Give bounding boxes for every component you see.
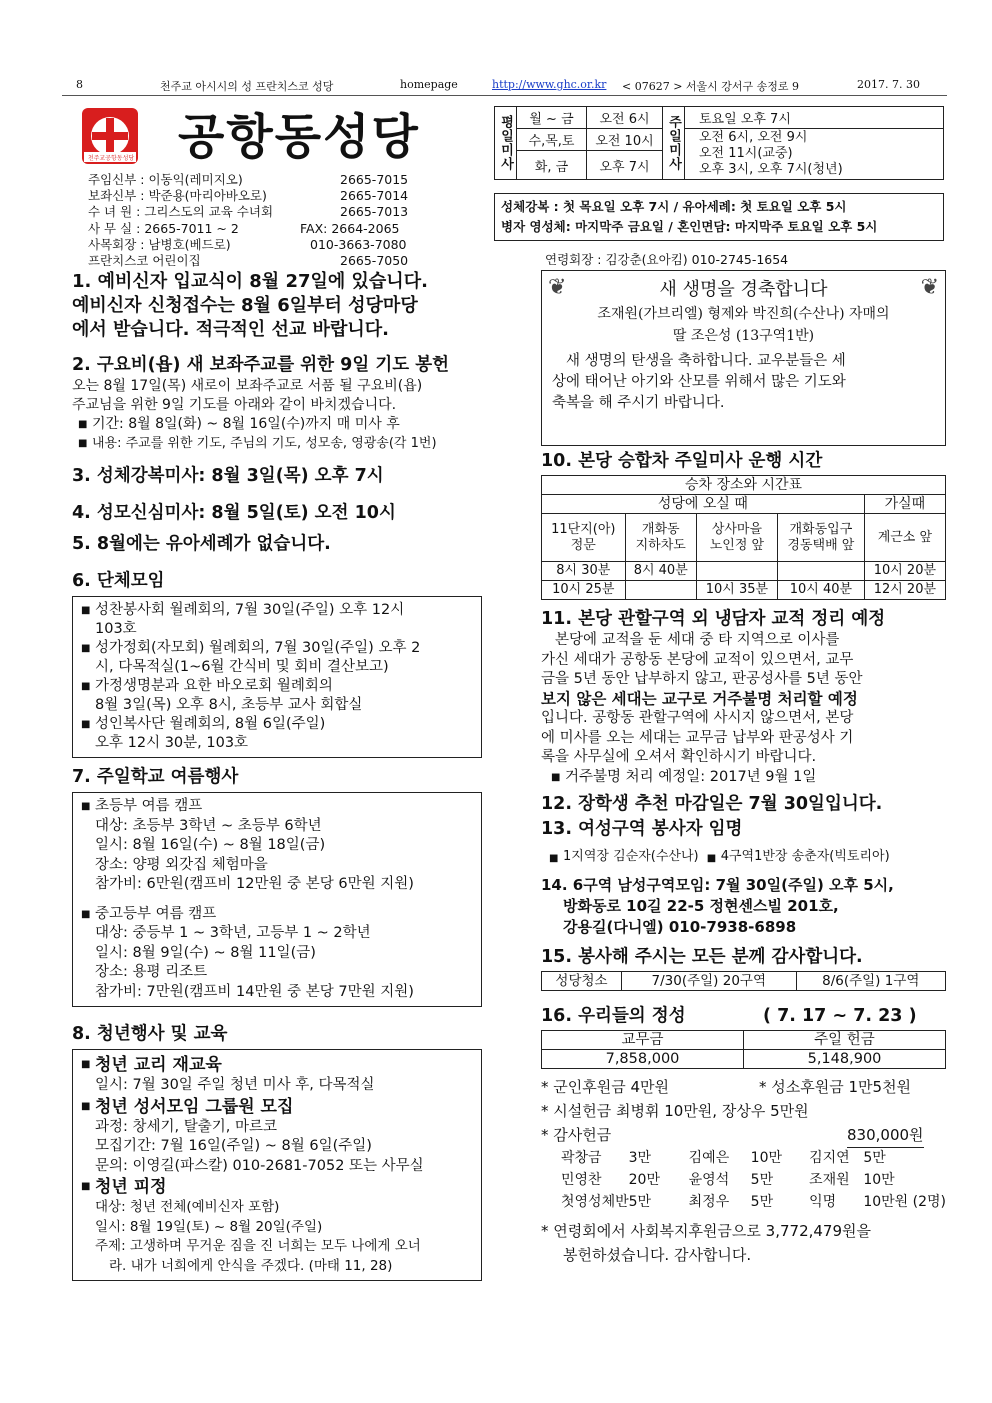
right-column xyxy=(541,270,946,1267)
donations: * 군인후원금 4만원 * 성소후원금 1만5천원 * 시설헌금 최병휘 10만원, 장상우 5만원 * 감사헌금 830,000원 곽창금 3만 김예은 10만 김지연 5만 민영찬 20만 윤영석 5만 조재원 10만 첫영성체반 5만 최정우 5만 익명 10만원 (2명) * 연령회에서 사회복지후원금으로 3,772,479원을 봉헌하셨습니다. 감사합니다. xyxy=(541,1078,946,1264)
homepage-label: homepage xyxy=(400,78,458,91)
church-logo xyxy=(82,108,162,166)
staff-list xyxy=(88,172,488,269)
event-title: ■ 청년 성서모임 그룹원 모집 xyxy=(81,1096,473,1118)
address: < 07627 > 서울시 강서구 송정로 9 xyxy=(622,80,800,93)
section-5-title: 5. 8월에는 유아세례가 없습니다. xyxy=(72,534,331,554)
youth-events-box: ■ 청년 교리 재교육 일시: 7월 30일 주일 청년 미사 후, 다목적실 ■ 청년 성서모임 그룹원 모집 과정: 창세기, 탈출기, 마르코 모집기간: 7월 16일(주일) ~ 8월 6일(주일) 문의: 이영길(파스칼) 010-2681-7052 또는 사무실 ■ 청년 피정 대상: 청년 전체(예비신자 포함) 일시: 8월 19일(토) ~ 8월 20일(주일) 주제: 고생하며 무거운 짐을 진 너희는 모두 나에게 오너 라. 내가 너희에게 안식을 주겠다. (마태 11, 28) xyxy=(72,1049,482,1281)
table-row: 10시 25분 10시 35분 10시 40분 12시 20분 xyxy=(542,581,946,600)
section-1-title: 1. 예비신자 입교식이 8월 27일에 있습니다. xyxy=(72,271,428,292)
table-row: 첫영성체반 5만 최정우 5만 익명 10만원 (2명) xyxy=(561,1194,946,1210)
list-item: ■ 가정생명분과 요한 바오로회 월례회의 8월 3일(목) 오후 8시, 초등부 교사 회합실 xyxy=(81,677,473,715)
section-13-title: 13. 여성구역 봉사자 임명 xyxy=(541,819,743,839)
staff-row: 사 무 실 : 2665-7011 ~ 2 FAX: 2664-2065 xyxy=(88,220,400,236)
section-4-title: 4. 성모신심미사: 8월 5일(토) 오전 10시 xyxy=(72,503,396,523)
staff-row: 사목회장 : 남병호(베드로) 010-3663-7080 xyxy=(88,236,407,252)
thanks-total: 830,000원 xyxy=(847,1123,924,1148)
summer-camp-box: ■ 초등부 여름 캠프 대상: 초등부 3학년 ~ 초등부 6학년 일시: 8월 16일(수) ~ 8월 18일(금) 장소: 양평 외갓집 체험마을 참가비: 6만원(캠프비 12만원 중 본당 6만원 지원) ■ 중고등부 여름 캠프 대상: 중등부 1 ~ 3학년, 고등부 1 ~ 2학년 일시: 8월 9일(수) ~ 8월 11일(금) 장소: 용평 리조트 참가비: 7만원(캠프비 14만원 중 본당 7만원 지원) xyxy=(72,792,482,1007)
list-item: ■ 성인복사단 월례회의, 8월 6일(주일) 오후 12시 30분, 103호 xyxy=(81,715,473,753)
issue-date: 2017. 7. 30 xyxy=(857,78,920,91)
table-row: 7,858,000 5,148,900 xyxy=(542,1050,946,1069)
page-header xyxy=(62,78,947,96)
sunday-label: 주일미사 xyxy=(663,107,685,180)
staff-row: 보좌신부 : 박준용(마리아바오로) 2665-7014 xyxy=(88,188,409,204)
flourish-icon: ❦ xyxy=(548,275,567,300)
list-item: ■ 기간: 8월 8일(화) ~ 8월 16일(수)까지 매 미사 후 xyxy=(78,415,482,434)
funeral-contact: 연령회장 : 김강춘(요아킴) 010-2745-1654 xyxy=(545,252,789,267)
table-row: 8시 30분 8시 40분 10시 20분 xyxy=(542,562,946,581)
offering-table: 교무금 주일 헌금 7,858,000 5,148,900 xyxy=(541,1030,946,1069)
appointments xyxy=(541,847,946,867)
table-header: 상사마을 노인정 앞 xyxy=(696,514,777,562)
section-10-title: 10. 본당 승합차 주일미사 운행 시간 xyxy=(541,451,823,471)
group-meetings-box xyxy=(72,596,482,758)
flourish-icon: ❦ xyxy=(920,275,939,300)
list-item: ■ 거주불명 처리 예정일: 2017년 9월 1일 xyxy=(551,768,946,788)
table-header: 개화동 지하차도 xyxy=(625,514,696,562)
homepage-link[interactable]: http://www.ghc.or.kr xyxy=(492,78,607,91)
new-life-announcement: ❦ ❦ 새 생명을 경축합니다 조재원(가브리엘) 형제와 박진희(수산나) 자매의 딸 조은성 (13구역1반) 새 생명의 탄생을 축하합니다. 교우분들은 세 상에 태어난 아기와 산모를 위해서 많은 기도와 축복을 해 주시기 바랍니다. xyxy=(541,270,946,446)
church-name: 천주교 아시시의 성 프란치스코 성당 xyxy=(160,80,334,93)
logo-caption: 천주교공항동성당 xyxy=(87,155,135,162)
list-item: ■ 성가정회(자모회) 월례회의, 7월 30일(주일) 오후 2 시, 다목적실(1~6월 간식비 및 회비 결산보고) xyxy=(81,639,473,677)
section-16-title: 16. 우리들의 정성 ( 7. 17 ~ 7. 23 ) xyxy=(541,1006,917,1026)
section-11-body: 본당에 교적을 둔 세대 중 타 지역으로 이사를 가신 세대가 공항동 본당에 교적이 있으면서, 교무 금을 5년 동안 납부하지 않고, 판공성사를 5년 동안 보지 않은 세대는 교구로 거주불명 처리할 예정 입니다. 공항동 관할구역에 사시지 않으면서, 본당 에 미사를 오는 세대는 교무금 납부와 판공성사 기 록을 사무실에 오셔서 확인하시기 바랍니다. ■ 거주불명 처리 예정일: 2017년 9월 1일 xyxy=(541,631,946,787)
section-11-title: 11. 본당 관할구역 외 냉담자 교적 정리 예정 xyxy=(541,609,886,629)
staff-row: 수 녀 원 : 그리스도의 교육 수녀회 2665-7013 xyxy=(88,204,409,220)
staff-row: 주임신부 : 이동익(레미지오) 2665-7015 xyxy=(88,172,409,187)
list-item: ■ 1지역장 김순자(수산나) xyxy=(549,849,699,864)
offering-period: ( 7. 17 ~ 7. 23 ) xyxy=(763,1006,917,1026)
sacrament-notice: 성체강복 : 첫 목요일 오후 7시 / 유아세례: 첫 토요일 오후 5시 병자 영성체: 마지막주 금요일 / 혼인면담: 마지막주 토요일 오후 5시 xyxy=(494,193,944,241)
section-14: 14. 6구역 남성구역모임: 7월 30일(주일) 오후 5시, 방화동로 10길 22-5 정현센스빌 201호, 강용길(다니엘) 010-7938-6898 xyxy=(541,876,894,936)
section-2-title: 2. 구요비(욥) 새 보좌주교를 위한 9일 기도 봉헌 xyxy=(72,355,450,375)
staff-row: 프란치스코 어린이집 2665-7050 xyxy=(88,252,409,268)
table-row: 성당청소 7/30(주일) 20구역 8/6(주일) 1구역 xyxy=(542,972,946,991)
church-title: 공항동성당 xyxy=(178,109,420,165)
section-7-title: 7. 주일학교 여름행사 xyxy=(72,767,239,787)
table-header: 개화동입구 경동택배 앞 xyxy=(778,514,865,562)
table-row: 곽창금 3만 김예은 10만 김지연 5만 xyxy=(561,1150,886,1166)
table-row: 민영찬 20만 윤영석 5만 조재원 10만 xyxy=(561,1172,895,1188)
event-title: ■ 청년 교리 재교육 xyxy=(81,1054,473,1076)
shuttle-timetable: 승차 장소와 시간표 성당에 오실 때 가실때 11단지(아) 정문 개화동 지하차도 상사마을 노인정 앞 개화동입구 경동택배 앞 계근소 앞 8시 30분 8시 40분 10시 20분 10시 25분 10시 35분 10시 40분 12시 20분 xyxy=(541,475,946,600)
section-6-title: 6. 단체모임 xyxy=(72,571,165,591)
left-column: 1. 예비신자 입교식이 8월 27일에 있습니다. 예비신자 신청접수는 8월 6일부터 성당마당 에서 받습니다. 적극적인 선교 바랍니다. 2. 구요비(욥) 새 보좌주교를 위한 9일 기도 봉헌 오는 8월 17일(목) 새로이 보좌주교로 서품 될 구요비(욥) 주교님을 위한 9일 기도를 아래와 같이 바치겠습니다. ■ 기간: 8월 8일(화) ~ 8월 16일(수)까지 매 미사 후 ■ 내용: 주교를 위한 기도, 주님의 기도, 성모송, 영광송(각 1번) 3. 성체강복미사: 8월 3일(목) 오후 7시 4. 성모신심미사: 8월 5일(토) 오전 10시 5. 8월에는 유아세례가 없습니다. 6. 단체모임 ■ 성찬봉사회 월례회의, 7월 30일(주일) 오후 12시 103호 ■ 성가정회(자모회) 월례회의, 7월 30일(주일) 오후 2 시, 다목적실(1~6월 간식비 및 회비 결산보고) ■ 가정생명분과 요한 바오로회 월례회의 8월 3일(목) 오후 8시, 초등부 교사 회합실 ■ 성인복사단 월례회의, 8월 6일(주일) 오후 12시 30분, 103호 7. 주일학교 여름행사 ■ 초등부 여름 캠프 대상: 초등부 3학년 ~ 초등부 6학년 일시: 8월 16일(수) ~ 8월 18일(금) 장소: 양평 외갓집 체험마을 참가비: 6만원(캠프비 12만원 중 본당 6만원 지원) ■ 중고등부 여름 캠프 대상: 중등부 1 ~ 3학년, 고등부 1 ~ 2학년 일시: 8월 9일(수) ~ 8월 11일(금) 장소: 용평 리조트 참가비: 7만원(캠프비 14만원 중 본당 7만원 지원) 8. 청년행사 및 교육 ■ 청년 교리 재교육 일시: 7월 30일 주일 청년 미사 후, 다목적실 ■ 청년 성서모임 그룹원 모집 과정: 창세기, 탈출기, 마르코 모집기간: 7월 16일(주일) ~ 8월 6일(주일) 문의: 이영길(파스칼) 010-2681-7052 또는 사무실 ■ 청년 피정 대상: 청년 전체(예비신자 포함) 일시: 8월 19일(토) ~ 8월 20일(주일) 주제: 고생하며 무거운 짐을 진 너희는 모두 나에게 오너 라. 내가 너희에게 안식을 주겠다. (마태 11, 28) xyxy=(72,270,482,1281)
volunteer-table xyxy=(541,971,946,991)
page-number: 8 xyxy=(76,78,83,91)
section-15-title: 15. 봉사해 주시는 모든 분께 감사합니다. xyxy=(541,947,863,967)
weekday-label: 평일미사 xyxy=(495,107,517,180)
mass-schedule: 평일미사 월 ~ 금 오전 6시 주일미사 토요일 오후 7시 수,목,토 오전 10시 오전 6시, 오전 9시 오전 11시(교중) 오후 3시, 오후 7시(청년) 화, 금 오후 7시 xyxy=(494,106,944,180)
event-title: ■ 청년 피정 xyxy=(81,1176,473,1198)
table-header: 계근소 앞 xyxy=(864,514,945,562)
table-header: 11단지(아) 정문 xyxy=(542,514,626,562)
camp-title: ■ 초등부 여름 캠프 xyxy=(81,797,473,817)
list-item: ■ 내용: 주교를 위한 기도, 주님의 기도, 성모송, 영광송(각 1번) xyxy=(78,434,482,453)
list-item: ■ 성찬봉사회 월례회의, 7월 30일(주일) 오후 12시 103호 xyxy=(81,601,473,639)
announcement-title: 새 생명을 경축합니다 xyxy=(659,279,828,300)
list-item: ■ 4구역1반장 송춘자(빅토리아) xyxy=(707,849,890,864)
donor-list xyxy=(561,1147,946,1213)
section-8-title: 8. 청년행사 및 교육 xyxy=(72,1024,228,1044)
camp-title: ■ 중고등부 여름 캠프 xyxy=(81,905,473,925)
section-12-title: 12. 장학생 추천 마감일은 7월 30일입니다. xyxy=(541,794,883,814)
section-3-title: 3. 성체강복미사: 8월 3일(목) 오후 7시 xyxy=(72,466,384,486)
